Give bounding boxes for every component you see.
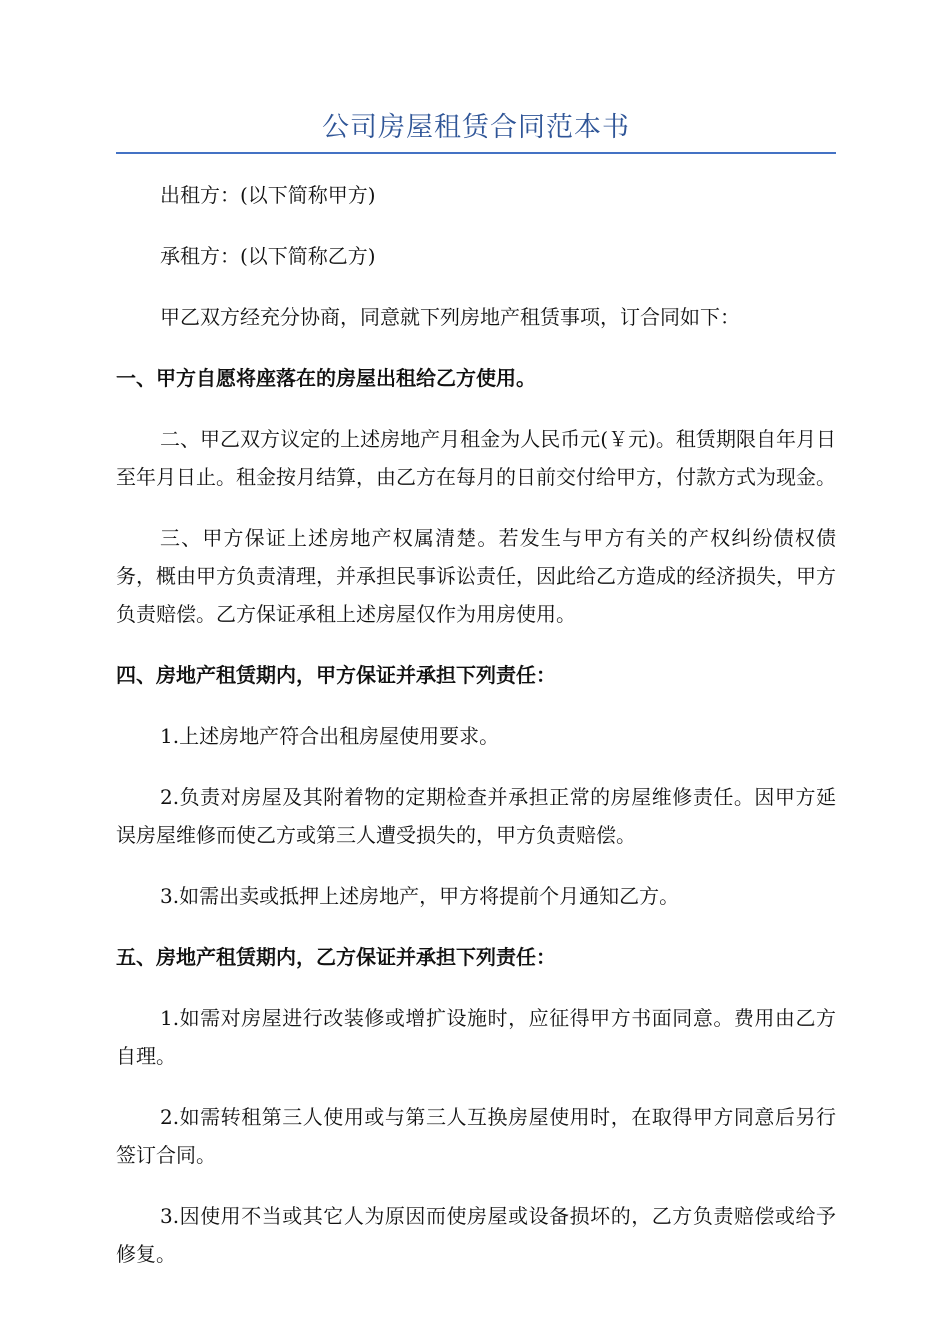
paragraph-lessee: 承租方：(以下简称乙方) xyxy=(160,244,376,268)
document-body xyxy=(116,108,836,1296)
clause-5-item-3: 3.因使用不当或其它人为原因而使房屋或设备损坏的，乙方负责赔偿或给予修复。 xyxy=(116,1204,836,1266)
document-title: 公司房屋租赁合同范本书 xyxy=(322,112,630,143)
clause-4-heading: 四、房地产租赁期内，甲方保证并承担下列责任： xyxy=(116,663,556,687)
clause-3: 三、甲方保证上述房地产权属清楚。若发生与甲方有关的产权纠纷债权债务，概由甲方负责清理，并承担民事诉讼责任，因此给乙方造成的经济损失，甲方负责赔偿。乙方保证承租上述房屋仅作为用房使用。 xyxy=(116,526,836,626)
paragraph-lessor: 出租方：(以下简称甲方) xyxy=(160,183,376,207)
clause-5-item-1: 1.如需对房屋进行改装修或增扩设施时，应征得甲方书面同意。费用由乙方自理。 xyxy=(116,1006,836,1068)
clause-4-item-3: 3.如需出卖或抵押上述房地产，甲方将提前个月通知乙方。 xyxy=(160,884,680,908)
clause-5-heading: 五、房地产租赁期内，乙方保证并承担下列责任： xyxy=(116,945,556,969)
clause-2: 二、甲乙双方议定的上述房地产月租金为人民币元(￥元)。租赁期限自年月日至年月日止。租金按月结算，由乙方在每月的日前交付给甲方，付款方式为现金。 xyxy=(116,427,836,489)
title-underline xyxy=(116,152,836,154)
clause-1-heading: 一、甲方自愿将座落在的房屋出租给乙方使用。 xyxy=(116,366,536,390)
clause-4-item-1: 1.上述房地产符合出租房屋使用要求。 xyxy=(160,724,500,748)
clause-4-item-2: 2.负责对房屋及其附着物的定期检查并承担正常的房屋维修责任。因甲方延误房屋维修而使乙方或第三人遭受损失的，甲方负责赔偿。 xyxy=(116,785,836,847)
clause-5-item-2: 2.如需转租第三人使用或与第三人互换房屋使用时，在取得甲方同意后另行签订合同。 xyxy=(116,1105,836,1167)
paragraph-intro: 甲乙双方经充分协商，同意就下列房地产租赁事项，订合同如下： xyxy=(160,305,740,329)
